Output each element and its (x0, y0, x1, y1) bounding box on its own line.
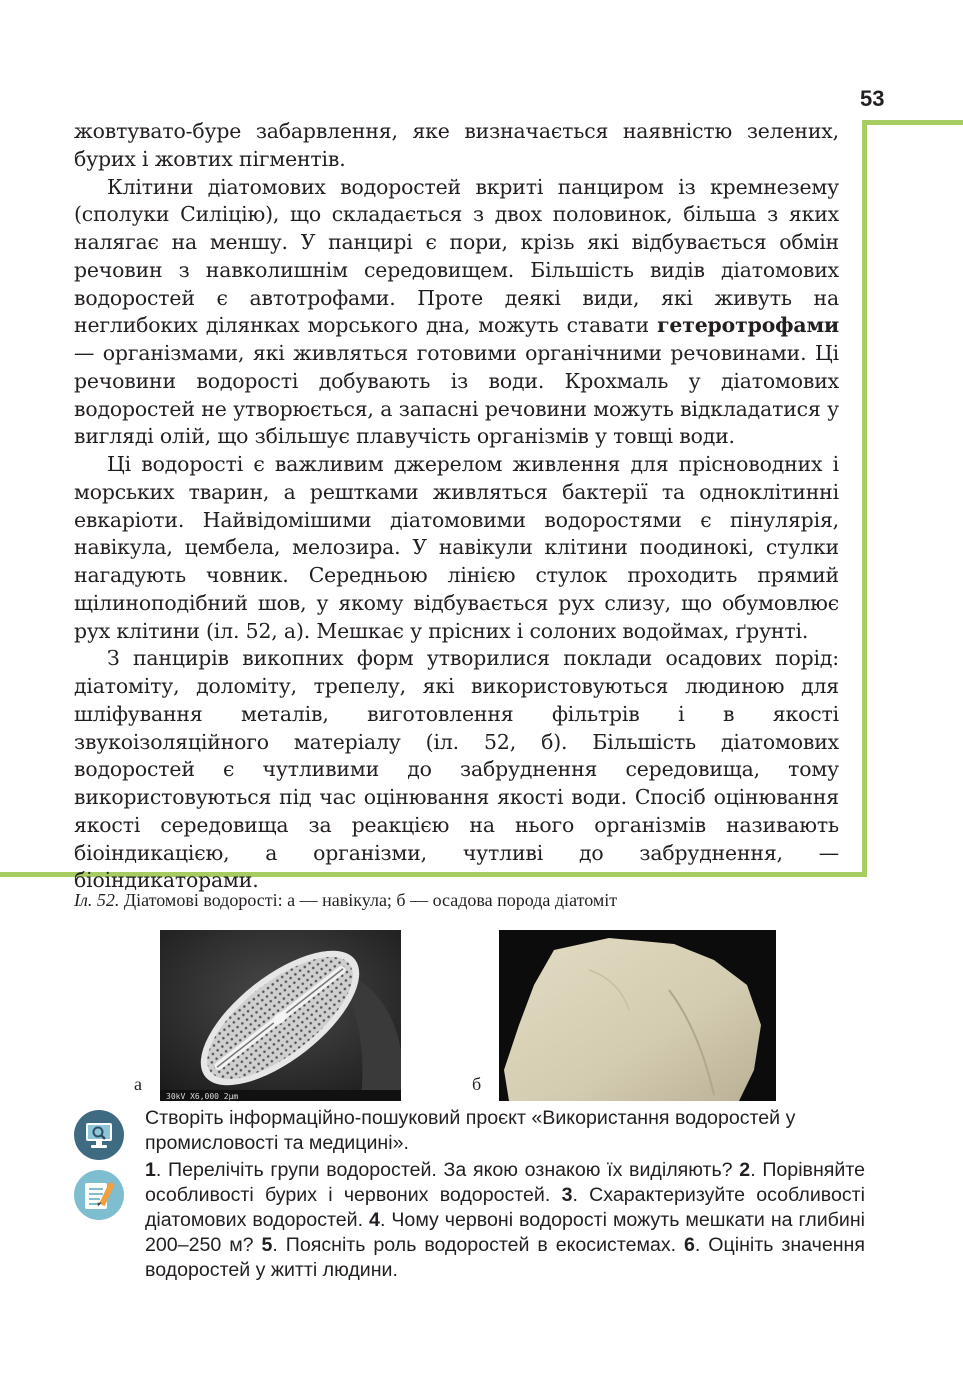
question-number: 4 (369, 1209, 380, 1231)
paragraph-text: З панцирів викопних форм утворилися поклади осадових порід: діатоміту, доломіту, трепелу, які використовуються людиною для шліфування металів, виготовлення фільтрів і в якості звукоізоляційного матеріалу (іл. 52, б). Більшість діатомових водоростей є чутливими до забруднення середовища, тому використовуються під час оцінювання якості води. Спосіб оцінювання якості середовища за реакцією на нього організмів називають біоіндикацією, а організми, чутливі до забруднення, — біоіндикаторами. (74, 646, 839, 893)
paragraph-text: Клітини діатомових водоростей вкриті панциром із кремнезему (сполуки Силіцію), що складається з двох половинок, більша з яких налягає на меншу. У панцирі є пори, крізь які відбувається обмін речовин з навколишнім середовищем. Більшість видів діатомових водоростей є автотрофами. Проте деякі види, які живуть на неглибоких ділянках морського дна, можуть ставати (74, 174, 839, 338)
question-text: . Порівняйте особливості бурих і червоних водоростей. (145, 1159, 865, 1206)
paragraph-text: — організмами, які живляться готовими органічними речовинами. Ці речовини водорості добувають із води. Крохмаль у діатомових водоростей не утворюється, а запасні речовини можуть відкладатися у вигляді олій, що збільшує плавучість організмів у товщі води. (74, 341, 839, 449)
photo-navicula (160, 930, 401, 1101)
page-number: 53 (860, 86, 885, 111)
question-text: . Перелічіть групи водоростей. За якою ознакою їх виділяють? (155, 1159, 740, 1181)
photo-diatomite (499, 930, 776, 1101)
paragraph (74, 118, 839, 174)
question-number: 1 (145, 1159, 156, 1181)
figure-caption (74, 888, 874, 912)
bold-term: гетеротрофами (657, 313, 839, 338)
frame-border-right (862, 120, 867, 877)
question-number: 3 (561, 1184, 573, 1206)
question-text: . Чому червоні водорості можуть мешкати на глибині 200–250 м? (145, 1209, 865, 1256)
question-text: . Поясніть роль водоростей в екосистемах. (272, 1234, 685, 1256)
question-number: 6 (684, 1234, 695, 1256)
paragraph (74, 645, 839, 895)
review-questions (145, 1158, 865, 1283)
figure-caption-text: Діатомові водорості: а — навікула; б — осадова порода діатоміт (119, 890, 618, 910)
photo-a-scale-text: 30kV X6,000 2μm (166, 1092, 239, 1101)
frame-border-top (862, 120, 963, 125)
question-text: . Оцініть значення водоростей у житті людини. (145, 1234, 865, 1281)
figure-letter-b: б (472, 1074, 482, 1094)
figure-label: Іл. 52. (74, 890, 120, 910)
notebook-pencil-icon (74, 1170, 124, 1220)
monitor-magnifier-icon (74, 1110, 124, 1160)
figure-letter-a: а (134, 1074, 142, 1094)
paragraph (74, 451, 839, 645)
paragraph-text: жовтувато-буре забарвлення, яке визначається наявністю зелених, бурих і жовтих пігментів. (74, 119, 839, 171)
paragraph-text: Ці водорості є важливим джерелом живлення для прісноводних і морських тварин, а рештками живляться бактерії та одноклітинні евкаріоти. Найвідомішими діатомовими водоростями є пінулярія, навікула, цембела, мелозира. У навікули клітини поодинокі, стулки нагадують човник. Середньою лінією стулок проходить прямий щілиноподібний шов, у якому відбувається рух слизу, що обумовлює рух клітини (іл. 52, а). Мешкає у прісних і солоних водоймах, ґрунті. (74, 452, 839, 643)
project-task-text: Створіть інформаційно-пошуковий проєкт «Використання водоростей у промисловості та медицині». (145, 1107, 796, 1154)
question-number: 5 (261, 1234, 273, 1256)
question-text: . Схарактеризуйте особливості діатомових водоростей. (145, 1184, 865, 1231)
paragraph (74, 174, 839, 452)
main-body-text (74, 118, 839, 895)
question-number: 2 (739, 1159, 751, 1181)
